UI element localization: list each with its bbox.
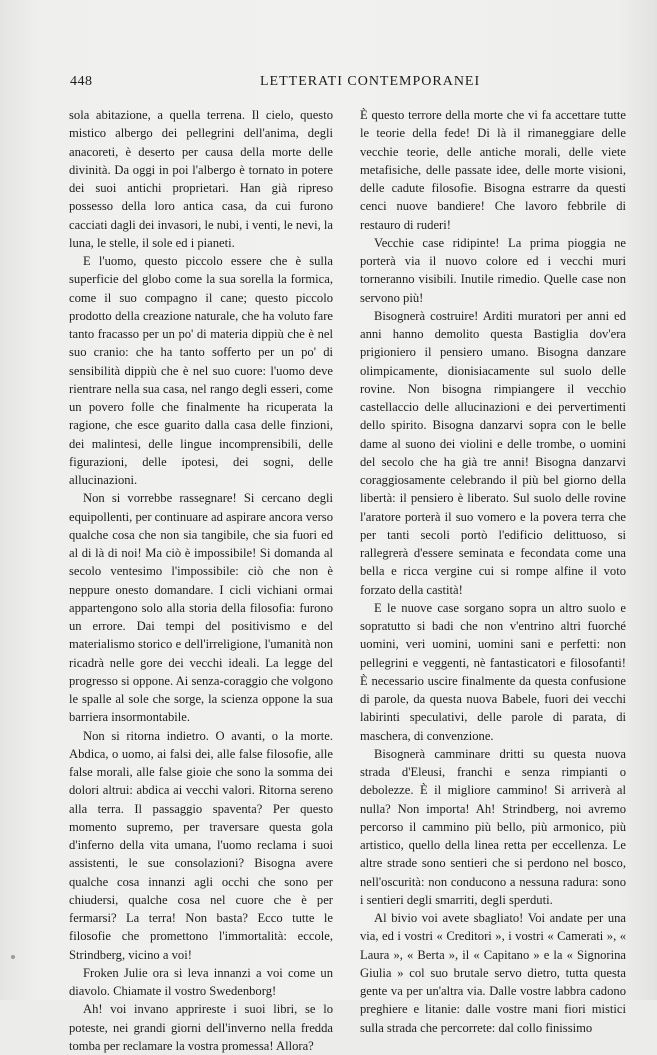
paragraph: Froken Julie ora si leva innanzi a voi come un diavolo. Chiamate il vostro Swedenborg! xyxy=(69,965,333,998)
page-number: 448 xyxy=(70,74,93,89)
right-column xyxy=(360,106,626,1037)
paragraph: Bisognerà costruire! Arditi muratori per anni ed anni hanno demolito questa Bastiglia dov'era prigioniero il pensiero umano. Bisogna danzare olimpicamente, dionisiacamente sul suolo delle rovine. Non bisogna rimpiangere il vecchio castellaccio delle allucinazioni e dei pervertimenti dello spirito. Bisogna danzarvi sopra con le belle dame al suono dei violini e delle trombe, o uomini del secolo che ha già tre anni! Bisogna danzarvi coraggiosamente celebrando il più bel giorno della libertà: il pensiero è liberato. Sul suolo delle rovine l'aratore porterà il suo vomero e la povera terra che per tanti secoli portò l'edificio delittuoso, si rallegrerà d'essere seminata e fecondata come una bella e ricca vergine cui si rompe alfine il voto forzato della castità! xyxy=(360,308,626,597)
paragraph: Non si ritorna indietro. O avanti, o la morte. Abdica, o uomo, ai falsi dei, alle false filosofie, alle false morali, alle false gioie che sono la somma dei dolori altrui: abdica ai vecchi valori. Ritorna sereno alla terra. Il passaggio spaventa? Per questo momento supremo, per traversare questa gola d'inferno della vita umana, l'uomo reclama i suoi assistenti, le sue consolazioni? Bisogna avere qualche cosa innanzi agli occhi che sono per chiudersi, qualche cosa nel cuore che è per fermarsi? La terra! Non basta? Ecco tutte le filosofie che promettono l'immortalità: eccole, Strindberg, vicino a voi! xyxy=(69,728,333,962)
page-header xyxy=(70,74,600,96)
paragraph: Ah! voi invano apprireste i suoi libri, se lo poteste, nei grandi giorni dell'inverno nella fredda tomba per reclamare la vostra promessa! Allora? xyxy=(69,1002,333,1053)
paragraph: Bisognerà camminare dritti su questa nuova strada d'Eleusi, franchi e senza rimpianti o debolezze. È il migliore cammino! Si arriverà al nulla? Non importa! Ah! Strindberg, noi avremo percorso il cammino più bello, più armonico, più artistico, quello della linea retta per eccellenza. Le altre strade sono sentieri che si perdono nel bosco, nell'oscurità: non conducono a nessuna radura: sono i sentieri degli smarriti, degli sperduti. xyxy=(360,746,626,907)
running-title: LETTERATI CONTEMPORANEI xyxy=(260,74,481,89)
paragraph: È questo terrore della morte che vi fa accettare tutte le teorie della fede! Di là il rimaneggiare delle vecchie teorie, delle antiche morali, delle viete metafisiche, delle passate idee, delle morte visioni, delle cadute filosofie. Bisogna estrarre da questi cenci nuove bandiere! Che lavoro febbrile di restauro di ruderi! xyxy=(360,108,626,232)
paragraph: Non si vorrebbe rassegnare! Si cercano degli equipollenti, per continuare ad aspirare ancora verso qualche cosa che non sia tangibile, che sia fuori ed al di là di noi! Ma ciò è impossibile! Si domanda al secolo ventesimo l'impossibile: ciò che non è neppure onesto domandare. I cicli vichiani ormai appartengono solo alla storia della filosofia: furono un errore. Dai tempi del positivismo e del materialismo storico e dell'irreligione, l'umanità non ricadrà nelle gore dei vecchi ideali. La legge del progresso si oppone. Ai senza-coraggio che volgono le spalle al sole che sorge, la scienza oppone la sua barriera insormontabile. xyxy=(69,491,334,725)
paragraph: sola abitazione, a quella terrena. Il cielo, questo mistico albergo dei pellegrini dell'anima, degli anacoreti, è deserto per causa della morte delle divinità. Da oggi in poi l'albergo è tornato in potere dei suoi antichi proprietari. Han già ripreso possesso della loro antica casa, da cui furono cacciati dagli dei invasori, le nubi, i venti, le nevi, la luna, le stelle, il sole ed i pianeti. xyxy=(69,108,333,250)
left-column xyxy=(69,106,333,1055)
paper-speck xyxy=(11,955,15,959)
paragraph: Vecchie case ridipinte! La prima pioggia ne porterà via il nuovo colore ed i vecchi muri torneranno visibili. Inutile rimedio. Quelle case non servono più! xyxy=(360,235,626,305)
paragraph: E le nuove case sorgano sopra un altro suolo e sopratutto si badi che non v'entrino altri fuorché uomini, veri uomini, uomini sani e perfetti: non pellegrini e veggenti, nè fantasticatori e filosofanti! È necessario uscire finalmente da questa confusione di parole, da questa nuova Babele, fuori dei vecchi labirinti speculativi, delle parole di parata, di maschera, di convenzione. xyxy=(360,600,626,743)
paragraph: Al bivio voi avete sbagliato! Voi andate per una via, ed i vostri « Creditori », i vostri « Camerati », « Laura », « Berta », il « Capitano » e la « Signorina Giulia » col suo brutale servo dietro, tutta questa gente va per un'altra via. Dalle vostre labbra cadono preghiere e litanie: dalle vostre mani fiori mistici sulla strada che percorrete: dal collo finissimo xyxy=(360,911,626,1035)
paragraph: E l'uomo, questo piccolo essere che è sulla superficie del globo come la sua sorella la formica, come il suo compagno il cane; questo piccolo prodotto della creazione naturale, che ha voluto fare tanto fracasso per un po' di materia dippiù che è nel suo cranio: che ha tanto sofferto per un po' di sensibilità dippiù che è nel suo cuore: l'uomo deve rientrare nella sua casa, nel rango degli esseri, come un povero folle che finalmente ha ricuperata la ragione, che esce guarito dalla casa delle finzioni, dei malintesi, delle lingue incomprensibili, delle figurazioni, delle ipotesi, dei sogni, delle allucinazioni. xyxy=(69,254,333,487)
